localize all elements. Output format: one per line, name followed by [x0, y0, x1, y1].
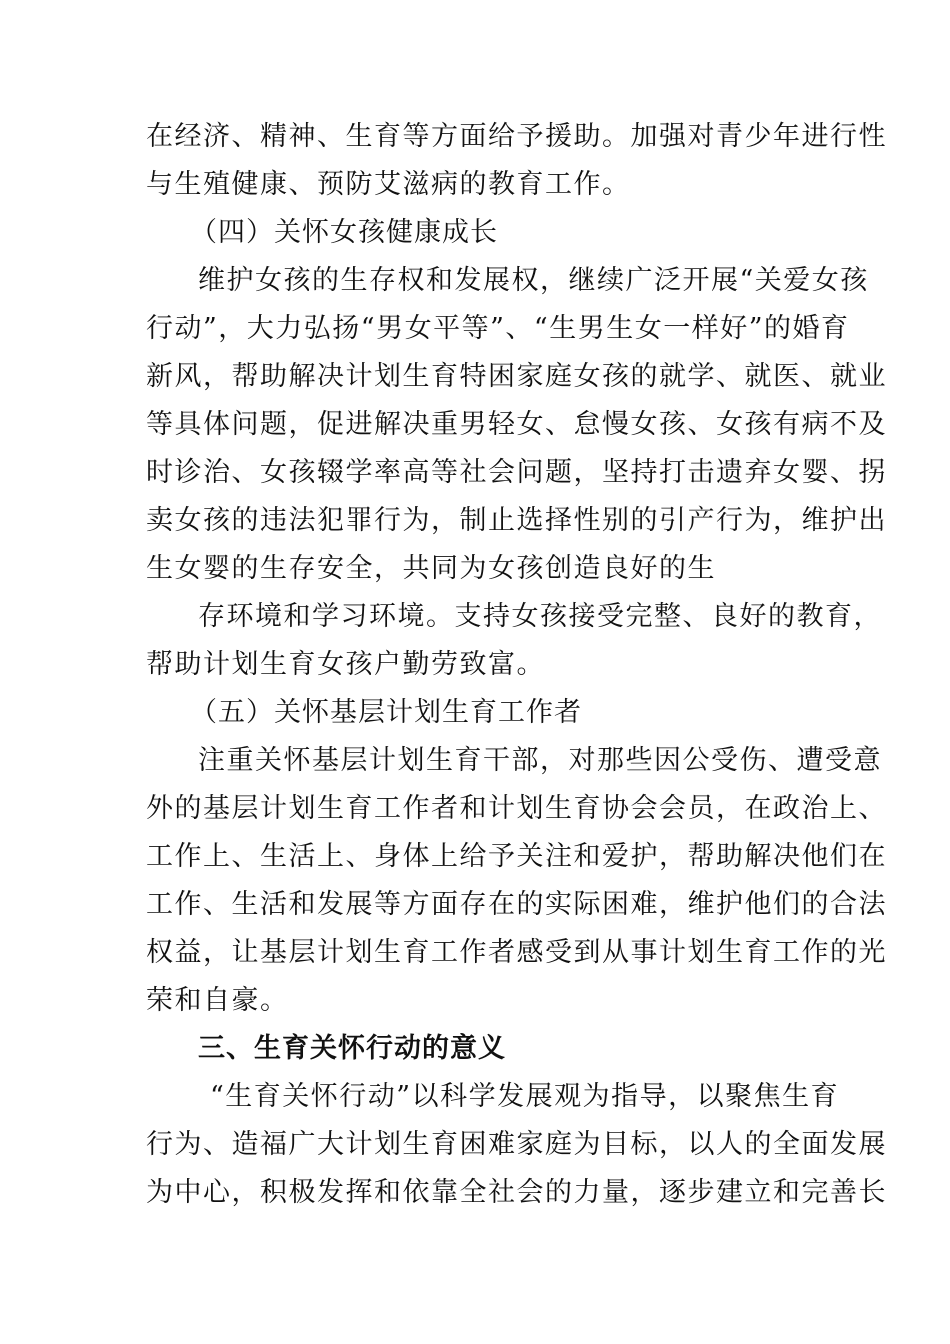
body-text-line: 注重关怀基层计划生育干部，对那些因公受伤、遭受意 — [198, 745, 882, 776]
body-text-line: “生育关怀行动”以科学发展观为指导，以聚焦生育 — [210, 1081, 840, 1112]
body-text-line: 等具体问题，促进解决重男轻女、怠慢女孩、女孩有病不及 — [146, 409, 887, 440]
body-text-line: 行动”，大力弘扬“男女平等”、“生男生女一样好”的婚育 — [146, 313, 850, 344]
body-text-line: 卖女孩的违法犯罪行为，制止选择性别的引产行为，维护出 — [146, 505, 887, 536]
body-text-line: 权益，让基层计划生育工作者感受到从事计划生育工作的光 — [146, 937, 887, 968]
section-heading: （四）关怀女孩健康成长 — [190, 217, 498, 248]
body-text-line: 时诊治、女孩辍学率高等社会问题，坚持打击遗弃女婴、拐 — [146, 457, 887, 488]
section-heading: （五）关怀基层计划生育工作者 — [190, 697, 582, 728]
body-text-line: 在经济、精神、生育等方面给予援助。加强对青少年进行性 — [146, 121, 887, 152]
body-text-line: 荣和自豪。 — [146, 985, 289, 1016]
chapter-heading: 三、生育关怀行动的意义 — [198, 1033, 506, 1064]
body-text-line: 工作、生活和发展等方面存在的实际困难，维护他们的合法 — [146, 889, 887, 920]
body-text-line: 帮助计划生育女孩户勤劳致富。 — [146, 649, 545, 680]
body-text-line: 生女婴的生存安全，共同为女孩创造良好的生 — [146, 553, 716, 584]
body-text-line: 与生殖健康、预防艾滋病的教育工作。 — [146, 169, 631, 200]
body-text-line: 行为、造福广大计划生育困难家庭为目标，以人的全面发展 — [146, 1129, 887, 1160]
body-text-line: 存环境和学习环境。支持女孩接受完整、良好的教育， — [198, 601, 882, 632]
body-text-line: 外的基层计划生育工作者和计划生育协会会员，在政治上、 — [146, 793, 887, 824]
body-text-line: 工作上、生活上、身体上给予关注和爱护，帮助解决他们在 — [146, 841, 887, 872]
body-text-line: 新风，帮助解决计划生育特困家庭女孩的就学、就医、就业 — [146, 361, 887, 392]
body-text-line: 维护女孩的生存权和发展权，继续广泛开展“关爱女孩 — [198, 265, 869, 296]
body-text-line: 为中心，积极发挥和依靠全社会的力量，逐步建立和完善长 — [146, 1177, 887, 1208]
